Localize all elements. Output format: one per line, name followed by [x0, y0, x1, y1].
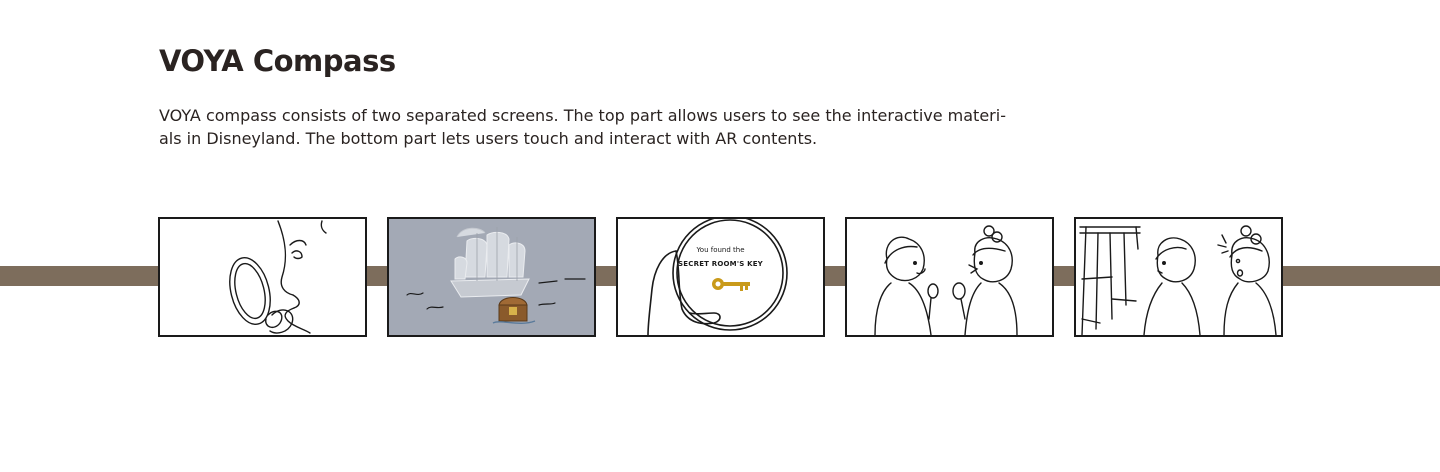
storyboard-panel-4 — [845, 217, 1054, 337]
ghost-ship-icon — [389, 219, 594, 335]
surprised-people-icon — [1076, 219, 1281, 335]
magnifier-sketch-icon — [160, 219, 365, 335]
compass-message-line-2: SECRET ROOM'S KEY — [678, 260, 763, 268]
page-title: VOYA Compass — [159, 44, 396, 78]
compass-key-icon — [618, 219, 823, 335]
page-description — [159, 104, 1029, 150]
description-line-1: VOYA compass consists of two separated screens. The top part allows users to see the interactive materi- — [159, 106, 1006, 125]
storyboard-panel-3 — [616, 217, 825, 337]
storyboard-panel-2 — [387, 217, 596, 337]
storyboard-panel-1 — [158, 217, 367, 337]
storyboard-panel-5 — [1074, 217, 1283, 337]
description-line-2: als in Disneyland. The bottom part lets users touch and interact with AR contents. — [159, 129, 818, 148]
compass-message-line-1: You found the — [696, 246, 745, 254]
two-people-icon — [847, 219, 1052, 335]
